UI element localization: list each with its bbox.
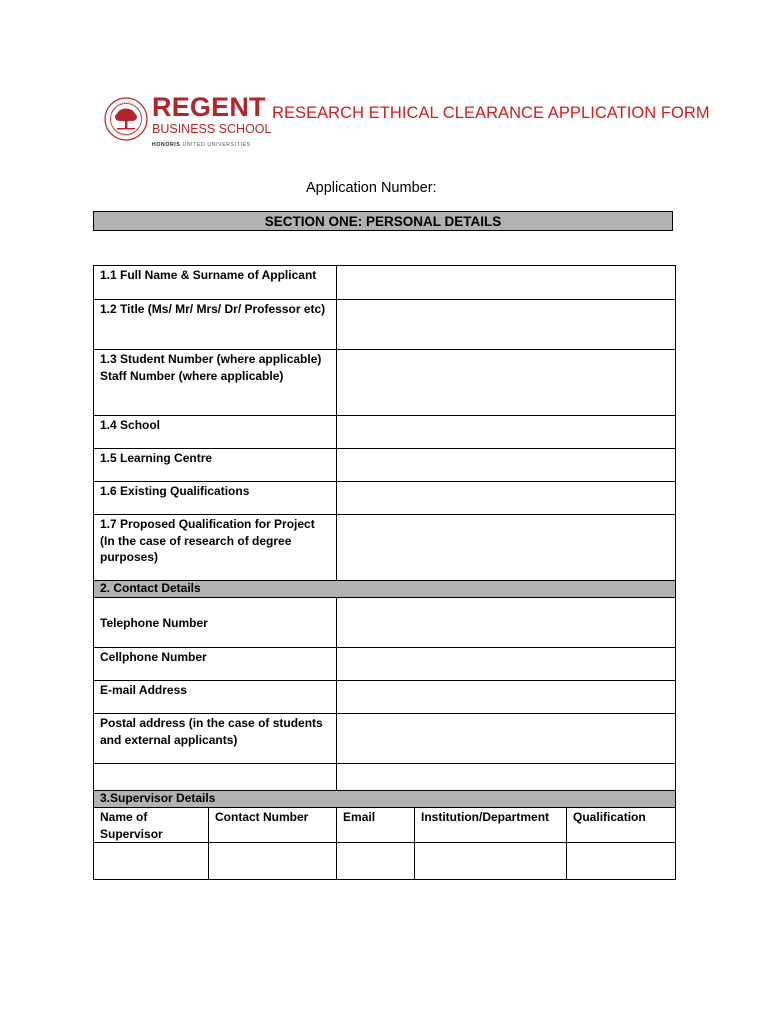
field-label: 1.1 Full Name & Surname of Applicant bbox=[94, 266, 337, 300]
supervisor-details-header: 3.Supervisor Details bbox=[94, 791, 676, 808]
logo-wordmark: REGENT bbox=[152, 92, 266, 122]
regent-seal-icon bbox=[104, 92, 148, 146]
field-label: Telephone Number bbox=[94, 598, 337, 648]
supervisor-email-input[interactable] bbox=[337, 843, 415, 880]
school-input[interactable] bbox=[337, 416, 676, 449]
cellphone-input[interactable] bbox=[337, 648, 676, 681]
table-row bbox=[94, 648, 676, 681]
proposed-qualification-input[interactable] bbox=[337, 515, 676, 581]
blank-label-cell[interactable] bbox=[94, 764, 337, 791]
existing-qualifications-input[interactable] bbox=[337, 482, 676, 515]
logo-affiliation-text: UNITED UNIVERSITIES bbox=[182, 142, 251, 148]
table-row bbox=[94, 843, 676, 880]
field-label: Cellphone Number bbox=[94, 648, 337, 681]
field-label: 1.2 Title (Ms/ Mr/ Mrs/ Dr/ Professor etc) bbox=[94, 300, 337, 350]
field-label: Postal address (in the case of students and external applicants) bbox=[94, 714, 337, 764]
supervisor-institution-input[interactable] bbox=[415, 843, 567, 880]
full-name-input[interactable] bbox=[337, 266, 676, 300]
table-header-row bbox=[94, 808, 676, 843]
section-one-header: SECTION ONE: PERSONAL DETAILS bbox=[93, 211, 673, 231]
table-row bbox=[94, 681, 676, 714]
column-header: Qualification bbox=[567, 808, 676, 843]
field-label: 1.6 Existing Qualifications bbox=[94, 482, 337, 515]
section-header-row bbox=[94, 791, 676, 808]
regent-logo bbox=[104, 92, 272, 152]
field-label: 1.4 School bbox=[94, 416, 337, 449]
personal-details-table bbox=[93, 265, 676, 880]
table-row bbox=[94, 764, 676, 791]
field-label: E-mail Address bbox=[94, 681, 337, 714]
blank-value-cell[interactable] bbox=[337, 764, 676, 791]
column-header: Contact Number bbox=[209, 808, 337, 843]
field-label: 1.7 Proposed Qualification for Project (In the case of research of degree purposes) bbox=[94, 515, 337, 581]
table-row bbox=[94, 350, 676, 416]
title-input[interactable] bbox=[337, 300, 676, 350]
column-header: Email bbox=[337, 808, 415, 843]
supervisor-qualification-input[interactable] bbox=[567, 843, 676, 880]
table-row bbox=[94, 482, 676, 515]
logo-affiliation bbox=[152, 142, 251, 148]
field-label: 1.5 Learning Centre bbox=[94, 449, 337, 482]
student-staff-number-input[interactable] bbox=[337, 350, 676, 416]
column-header: Institution/Department bbox=[415, 808, 567, 843]
table-row bbox=[94, 266, 676, 300]
column-header: Name of Supervisor bbox=[94, 808, 209, 843]
telephone-input[interactable] bbox=[337, 598, 676, 648]
supervisor-contact-input[interactable] bbox=[209, 843, 337, 880]
logo-subtitle: BUSINESS SCHOOL bbox=[152, 122, 272, 136]
table-row bbox=[94, 598, 676, 648]
table-row bbox=[94, 300, 676, 350]
table-row bbox=[94, 449, 676, 482]
email-input[interactable] bbox=[337, 681, 676, 714]
table-row bbox=[94, 515, 676, 581]
section-header-row bbox=[94, 581, 676, 598]
form-title: RESEARCH ETHICAL CLEARANCE APPLICATION FORM bbox=[272, 104, 710, 122]
learning-centre-input[interactable] bbox=[337, 449, 676, 482]
supervisor-name-input[interactable] bbox=[94, 843, 209, 880]
contact-details-header: 2. Contact Details bbox=[94, 581, 676, 598]
application-number-label: Application Number: bbox=[306, 180, 437, 196]
field-label: 1.3 Student Number (where applicable) Staff Number (where applicable) bbox=[94, 350, 337, 416]
table-row bbox=[94, 714, 676, 764]
logo-affiliation-brand: HONORIS bbox=[152, 142, 181, 148]
table-row bbox=[94, 416, 676, 449]
postal-address-input[interactable] bbox=[337, 714, 676, 764]
